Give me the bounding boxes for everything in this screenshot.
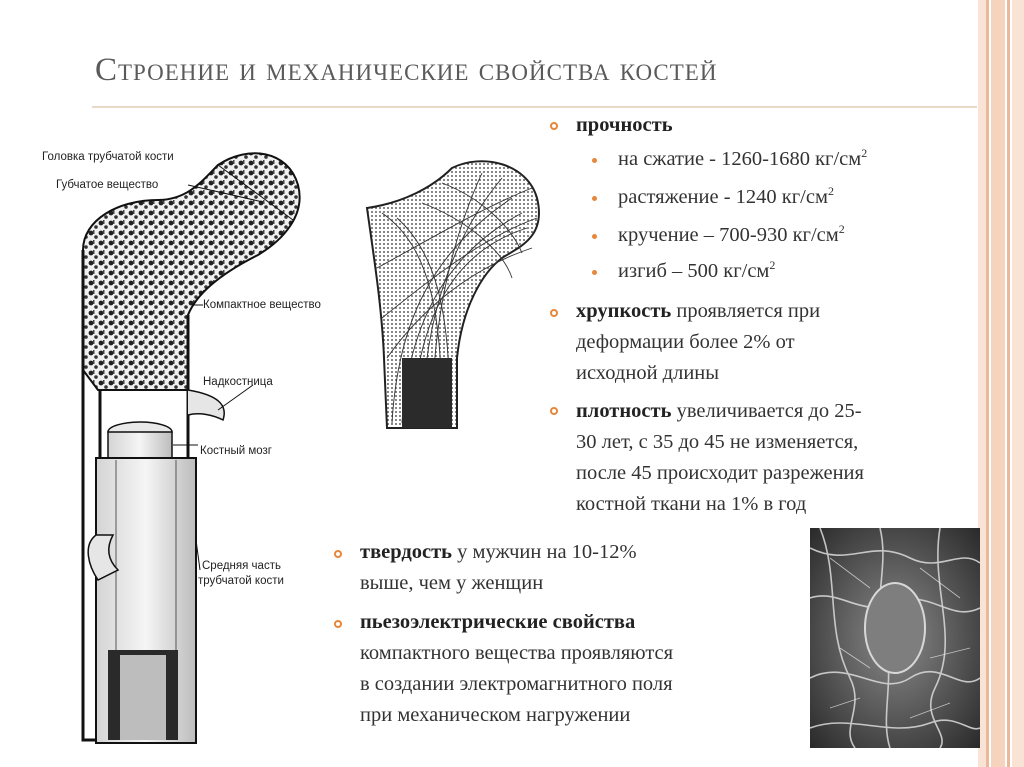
superscript: 2 bbox=[827, 184, 834, 199]
piezo-paragraph bbox=[360, 607, 810, 731]
label-compact-substance: Компактное вещество bbox=[203, 299, 321, 311]
strength-item-tension bbox=[618, 182, 834, 213]
strength-item-text: кручение – 700-930 кг/см bbox=[618, 224, 839, 246]
sub-bullet-dot bbox=[592, 234, 597, 239]
superscript: 2 bbox=[861, 146, 868, 161]
bullet-marker bbox=[550, 407, 558, 415]
piezo-term: пьезоэлектрические свойства bbox=[360, 611, 636, 633]
density-line: костной ткани на 1% в год bbox=[576, 493, 807, 515]
page-title: Строение и механические свойства костей bbox=[95, 52, 718, 88]
strength-item-text: растяжение - 1240 кг/см bbox=[618, 186, 828, 208]
label-middle-part-2: трубчатой кости bbox=[198, 575, 284, 587]
strength-item-bending bbox=[618, 256, 775, 287]
bullet-marker bbox=[334, 620, 342, 628]
label-bone-marrow: Костный мозг bbox=[200, 445, 272, 457]
piezo-line: компактного вещества проявляются bbox=[360, 642, 674, 664]
title-divider bbox=[92, 106, 977, 108]
trabecular-structure-illustration bbox=[362, 158, 552, 433]
brittleness-paragraph bbox=[576, 296, 996, 389]
hardness-term: твердость bbox=[360, 541, 452, 563]
brittleness-term: хрупкость bbox=[576, 300, 672, 322]
superscript: 2 bbox=[769, 258, 776, 273]
hardness-paragraph bbox=[360, 537, 800, 599]
brittleness-line: проявляется при bbox=[671, 300, 821, 322]
long-bone-illustration bbox=[78, 140, 378, 745]
piezo-line: при механическом нагружении bbox=[360, 704, 631, 726]
label-middle-part-1: Средняя часть bbox=[202, 560, 281, 572]
density-line: 30 лет, с 35 до 45 не изменяется, bbox=[576, 431, 859, 453]
piezo-line: в создании электромагнитного поля bbox=[360, 673, 673, 695]
density-paragraph bbox=[576, 396, 996, 520]
sub-bullet-dot bbox=[592, 270, 597, 275]
strength-item-compression bbox=[618, 144, 867, 175]
strength-item-torsion bbox=[618, 220, 845, 251]
density-line: после 45 происходит разрежения bbox=[576, 462, 864, 484]
strength-item-text: на сжатие - 1260-1680 кг/см bbox=[618, 148, 862, 170]
brittleness-line: деформации более 2% от bbox=[576, 331, 795, 353]
label-spongy-substance: Губчатое вещество bbox=[56, 179, 159, 191]
sub-bullet-dot bbox=[592, 158, 597, 163]
strength-term: прочность bbox=[576, 114, 673, 136]
superscript: 2 bbox=[838, 222, 845, 237]
density-line: увеличивается до 25- bbox=[671, 400, 862, 422]
hardness-line: выше, чем у женщин bbox=[360, 572, 544, 594]
label-bone-head: Головка трубчатой кости bbox=[42, 151, 174, 163]
brittleness-line: исходной длины bbox=[576, 362, 720, 384]
bullet-marker bbox=[550, 309, 558, 317]
sub-bullet-dot bbox=[592, 196, 597, 201]
bone-micrograph bbox=[810, 528, 980, 748]
strength-item-text: изгиб – 500 кг/см bbox=[618, 260, 770, 282]
bullet-marker bbox=[334, 550, 342, 558]
density-term: плотность bbox=[576, 400, 672, 422]
strength-heading bbox=[576, 110, 673, 141]
hardness-line: у мужчин на 10-12% bbox=[452, 541, 637, 563]
label-periosteum: Надкостница bbox=[203, 376, 273, 388]
bullet-marker bbox=[550, 122, 558, 130]
